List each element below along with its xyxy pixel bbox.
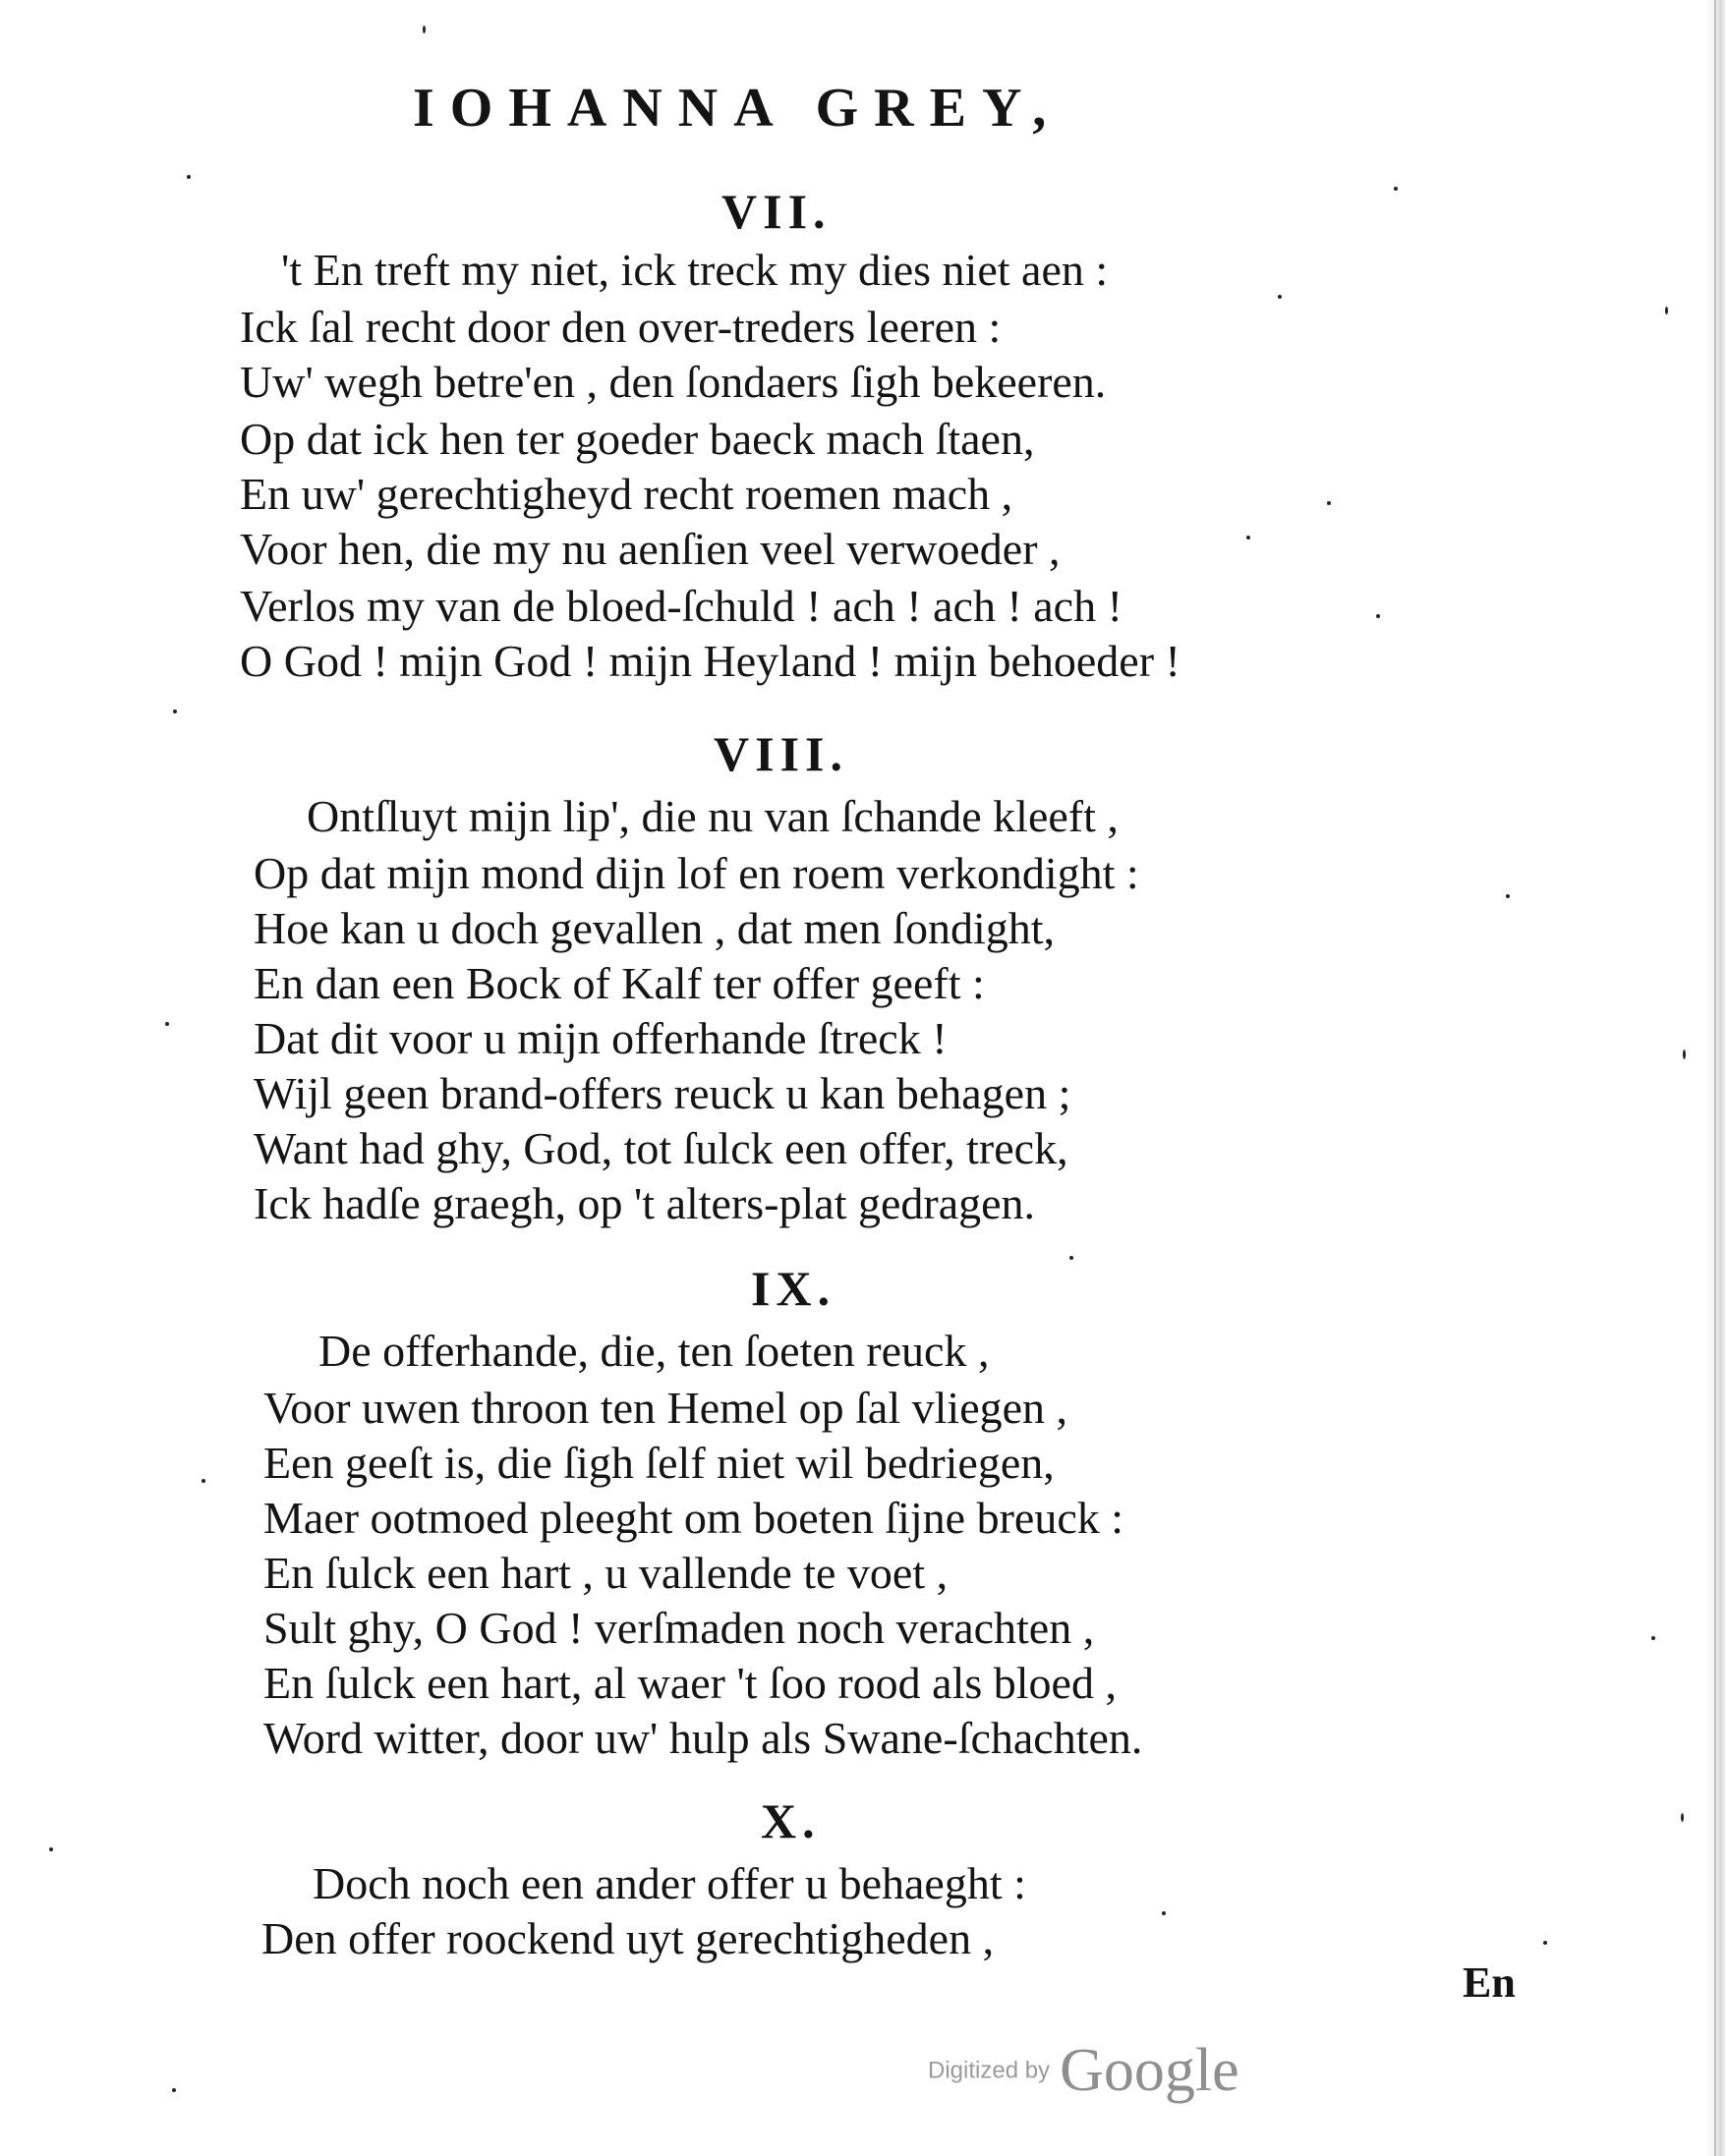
verse-line: Op dat mijn mond dijn lof en roem verkondight : (254, 848, 1139, 898)
verse-line: Dat dit voor u mijn offerhande ſtreck ! (254, 1013, 948, 1063)
verse-line: Verlos my van de bloed-ſchuld ! ach ! ach ! ach ! (240, 581, 1123, 631)
catchword: En (1463, 1958, 1516, 2007)
ink-speck (1681, 1813, 1684, 1822)
ink-speck (1683, 1050, 1686, 1059)
verse-line: Sult ghy, O God ! verſmaden noch verachten , (263, 1603, 1095, 1653)
watermark-brand: Google (1060, 2037, 1239, 2104)
ink-speck (165, 1022, 169, 1026)
verse-line: En dan een Bock of Kalf ter offer geeft : (254, 958, 985, 1008)
page-edge-shadow (1705, 0, 1727, 2156)
ink-speck (1665, 307, 1668, 314)
verse-line: Want had ghy, God, tot ſulck een offer, treck, (254, 1123, 1068, 1173)
ink-speck (423, 26, 426, 33)
verse-line: Word witter, door uw' hulp als Swane-ſchachten. (263, 1713, 1143, 1763)
ink-speck (49, 1847, 53, 1851)
verse-line: 't En treft my niet, ick treck my dies niet aen : (281, 245, 1109, 295)
verse-line: Ick hadſe graegh, op 't alters-plat gedragen. (254, 1178, 1036, 1228)
ink-speck (1327, 501, 1331, 505)
ink-speck (172, 2088, 176, 2092)
ink-speck (1543, 1941, 1547, 1945)
verse-line: Voor uwen throon ten Hemel op ſal vliegen , (263, 1383, 1068, 1433)
verse-line: De offerhande, die, ten ſoeten reuck , (318, 1326, 990, 1376)
ink-speck (173, 709, 177, 713)
verse-line: Voor hen, die my nu aenſien veel verwoeder , (240, 524, 1061, 574)
verse-line: Uw' wegh betre'en , den ſondaers ſigh bekeeren. (240, 357, 1107, 407)
verse-line: Een geeſt is, die ſigh ſelf niet wil bedriegen, (263, 1438, 1055, 1488)
stanza-number-ix: IX. (751, 1261, 836, 1316)
stanza-number-x: X. (761, 1793, 821, 1848)
verse-line: En uw' gerechtigheyd recht roemen mach , (240, 469, 1013, 519)
verse-line: O God ! mijn God ! mijn Heyland ! mijn behoeder ! (240, 636, 1180, 686)
ink-speck (1506, 894, 1510, 898)
verse-line: Doch noch een ander offer u behaeght : (313, 1858, 1026, 1908)
verse-line: Ontſluyt mijn lip', die nu van ſchande kleeft , (307, 791, 1119, 841)
page-gutter-line (1714, 0, 1716, 2156)
verse-line: Den offer roockend uyt gerechtigheden , (261, 1913, 995, 1963)
ink-speck (1246, 536, 1250, 539)
running-head: IOHANNA GREY, (413, 78, 1063, 139)
stanza-number-vii: VII. (721, 184, 832, 239)
verse-line: En ſulck een hart, al waer 't ſoo rood als bloed , (263, 1658, 1117, 1708)
ink-speck (201, 1479, 205, 1483)
ink-speck (1069, 1256, 1073, 1260)
ink-speck (1162, 1911, 1166, 1915)
ink-speck (187, 175, 191, 179)
verse-line: En ſulck een hart , u vallende te voet , (263, 1548, 949, 1598)
verse-line: Maer ootmoed pleeght om boeten ſijne breuck : (263, 1493, 1124, 1543)
verse-line: Ick ſal recht door den over-treders leeren : (240, 302, 1002, 352)
verse-line: Op dat ick hen ter goeder baeck mach ſtaen, (240, 414, 1035, 464)
watermark-prefix: Digitized by (928, 2057, 1051, 2084)
digitized-watermark (928, 2036, 1239, 2106)
ink-speck (1394, 187, 1398, 191)
ink-speck (1278, 295, 1282, 299)
stanza-number-viii: VIII. (714, 726, 848, 781)
verse-line: Hoe kan u doch gevallen , dat men ſondight, (254, 903, 1056, 953)
ink-speck (1651, 1636, 1655, 1640)
ink-speck (1376, 614, 1380, 618)
verse-line: Wijl geen brand-offers reuck u kan behagen ; (254, 1068, 1071, 1118)
